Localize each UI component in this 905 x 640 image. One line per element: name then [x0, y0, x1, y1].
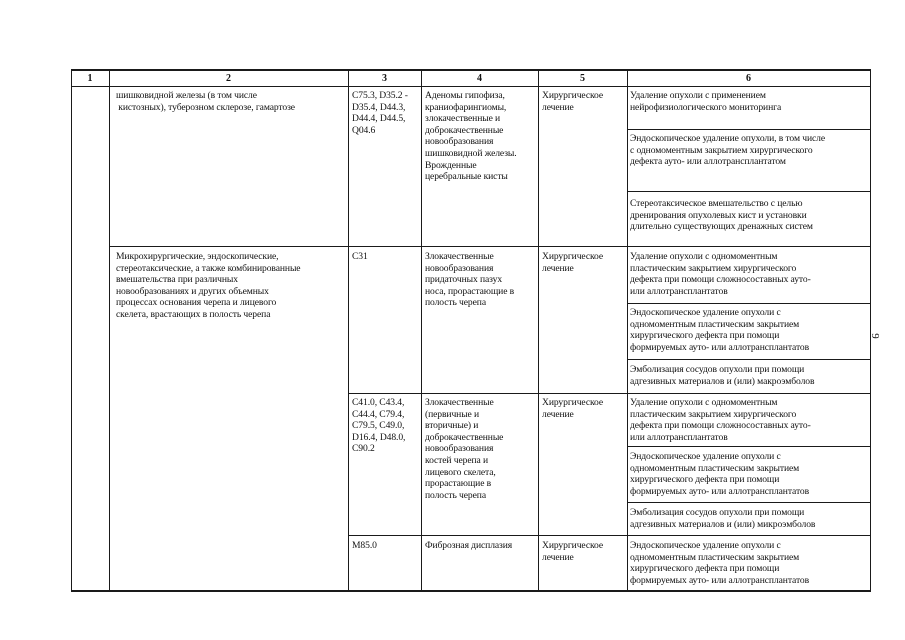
cell-treatment-method: Удаление опухоли с применением нейрофизиологического мониторинга	[630, 90, 782, 113]
col-border-right	[870, 69, 871, 592]
cell-treatment-method: Эндоскопическое удаление опухоли с одномоментным пластическим закрытием хирургического дефекта при помощи формируемых ауто- или аллотрансплантатов	[630, 540, 810, 586]
header-col-2: 2	[226, 73, 231, 84]
subrow-separator	[627, 359, 871, 360]
cell-treatment-method: Эндоскопическое удаление опухоли с одномоментным пластическим закрытием хирургического дефекта при помощи формируемых ауто- или аллотрансплантатов	[630, 451, 810, 497]
subrow-separator	[627, 446, 871, 447]
cell-diagnosis: Фиброзная дисплазия	[425, 540, 513, 551]
cell-method-group: шишковидной железы (в том числе кистозных), туберозном склерозе, гамартозе	[116, 90, 295, 113]
cell-treatment-method: Эмболизация сосудов опухоли при помощи адгезивных материалов и (или) макроэмболов	[630, 364, 815, 387]
cell-treatment-type: Хирургическое лечение	[542, 540, 604, 563]
col-border-3-4	[421, 69, 422, 592]
cell-method-group: Микрохирургические, эндоскопические, стереотаксические, а также комбинированные вмешательства при различных новообразованиях и других объемных процессах основания черепа и лицевого скелета, врастающих в полость черепа	[116, 251, 301, 320]
subrow-separator	[627, 129, 871, 130]
col-border-2-3	[348, 69, 349, 592]
row-separator	[348, 535, 871, 536]
cell-diagnosis: Злокачественные (первичные и вторичные) и доброкачественные новообразования костей черепа и лицевого скелета, прорастающие в полость черепа	[425, 397, 504, 501]
cell-treatment-method: Эндоскопическое удаление опухоли с одномоментным пластическим закрытием хирургического дефекта при помощи формируемых ауто- или аллотрансплантатов	[630, 307, 810, 353]
col-border-5-6	[627, 69, 628, 592]
table-top-border	[71, 69, 871, 71]
cell-icd-codes: M85.0	[352, 540, 377, 551]
subrow-separator	[627, 502, 871, 503]
header-col-1: 1	[87, 73, 93, 84]
cell-diagnosis: Злокачественные новообразования придаточных пазух носа, прорастающие в полость черепа	[425, 251, 515, 309]
row-separator	[348, 393, 871, 394]
header-bottom-border	[71, 86, 871, 87]
cell-treatment-method: Стереотаксическое вмешательство с целью дренирования опухолевых кист и установки длительно существующих дренажных систем	[630, 198, 813, 233]
col-border-4-5	[538, 69, 539, 592]
header-col-6: 6	[746, 73, 751, 84]
cell-treatment-method: Эндоскопическое удаление опухоли, в том числе с одномоментным закрытием хирургического дефекта ауто- или аллотрансплантатом	[630, 133, 825, 168]
cell-treatment-method: Удаление опухоли с одномоментным пластическим закрытием хирургического дефекта при помощи сложносоставных ауто- или аллотрансплантатов	[630, 397, 811, 443]
table-bottom-border	[71, 590, 871, 592]
col-border-left	[71, 69, 72, 592]
page-number: 9	[868, 333, 881, 339]
cell-icd-codes: C75.3, D35.2 - D35.4, D44.3, D44.4, D44.5, Q04.6	[352, 90, 408, 136]
cell-diagnosis: Аденомы гипофиза, краниофарингиомы, злокачественные и доброкачественные новообразования шишковидной железы. Врожденные церебральные кисты	[425, 90, 517, 183]
row-separator	[109, 246, 871, 247]
subrow-separator	[627, 303, 871, 304]
header-col-3: 3	[382, 73, 387, 84]
cell-treatment-type: Хирургическое лечение	[542, 397, 604, 420]
cell-treatment-method: Удаление опухоли с одномоментным пластическим закрытием хирургического дефекта при помощи сложносоставных ауто- или аллотрансплантатов	[630, 251, 811, 297]
cell-treatment-method: Эмболизация сосудов опухоли при помощи адгезивных материалов и (или) микроэмболов	[630, 507, 816, 530]
cell-treatment-type: Хирургическое лечение	[542, 90, 604, 113]
cell-icd-codes: C31	[352, 251, 368, 262]
col-border-1-2	[109, 69, 110, 592]
header-col-4: 4	[477, 73, 482, 84]
header-col-5: 5	[580, 73, 585, 84]
cell-treatment-type: Хирургическое лечение	[542, 251, 604, 274]
subrow-separator	[627, 191, 871, 192]
cell-icd-codes: C41.0, C43.4, C44.4, C79.4, C79.5, C49.0, D16.4, D48.0, C90.2	[352, 397, 406, 455]
